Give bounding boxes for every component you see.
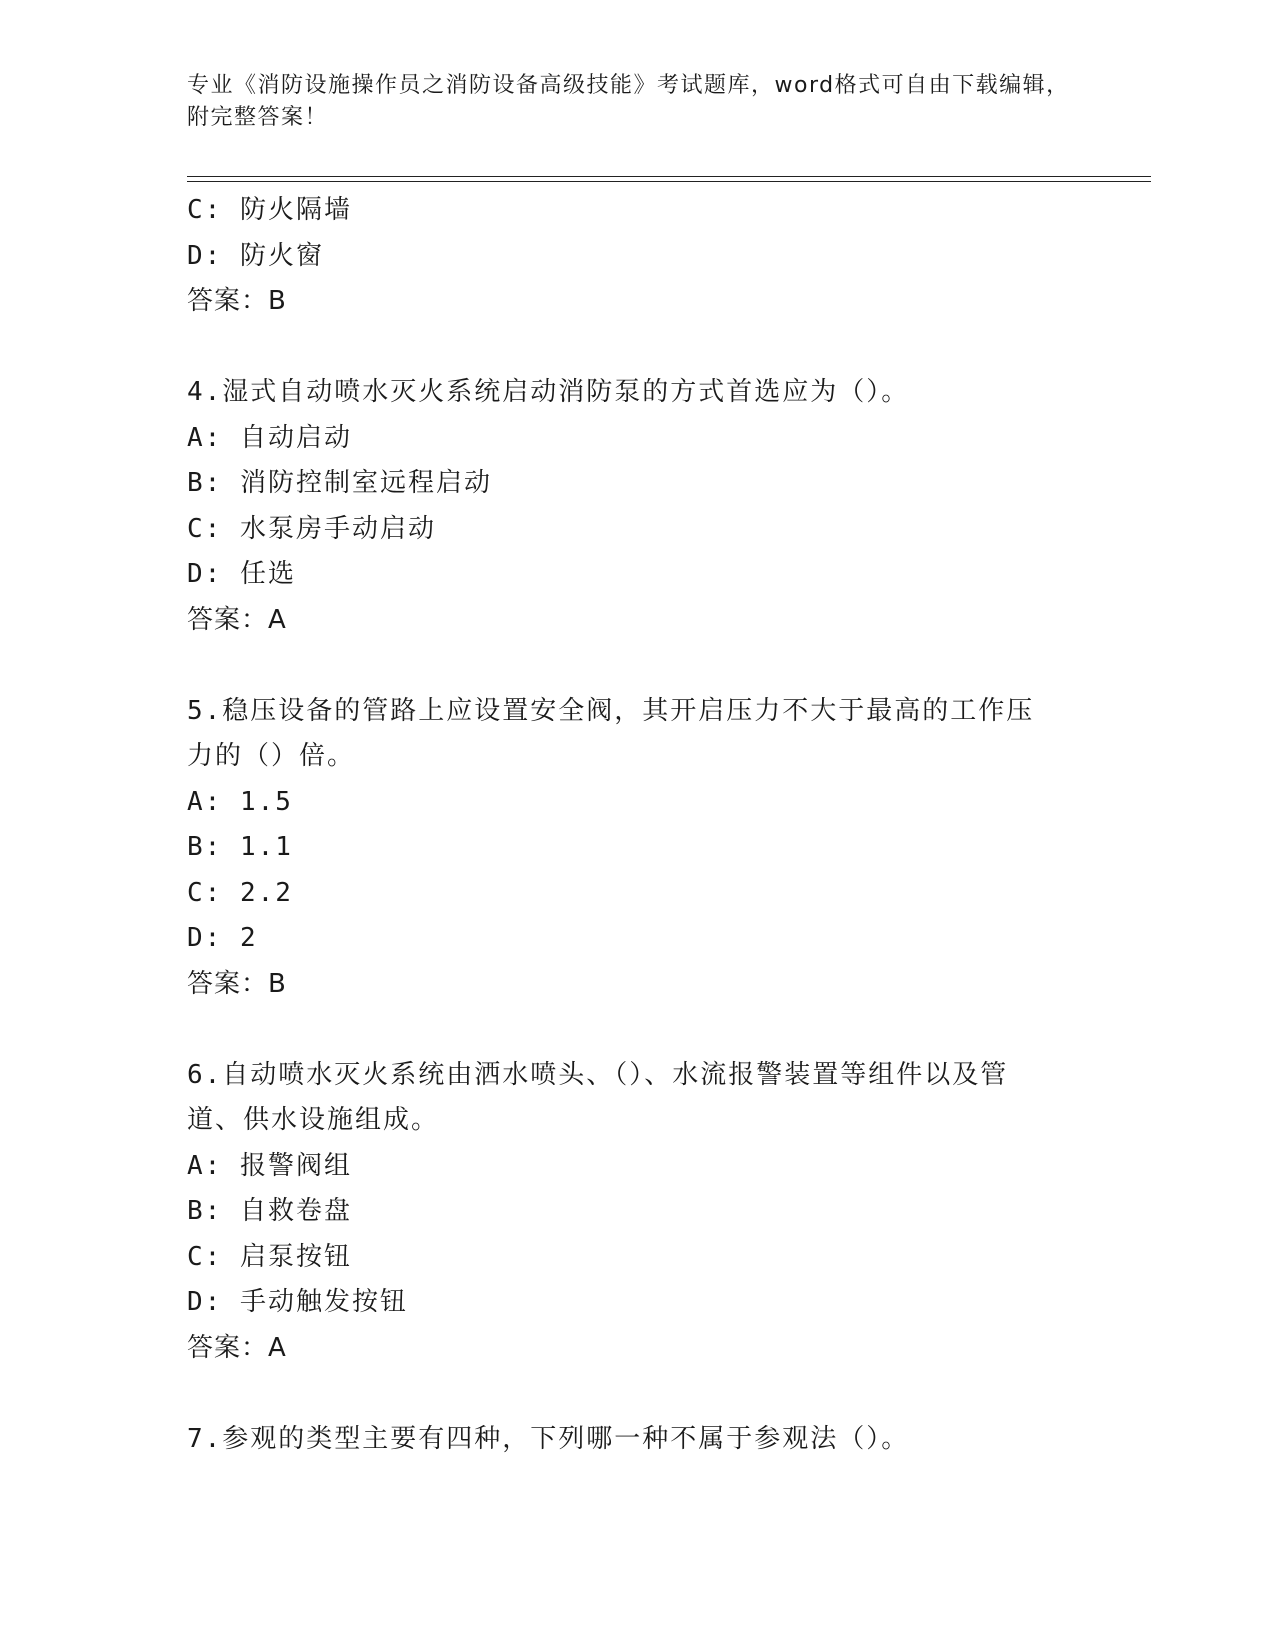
- question-5-option-d: D: 2: [187, 923, 258, 953]
- question-6-stem: 6.自动喷水灭火系统由洒水喷头、（）、水流报警装置等组件以及管道、供水设施组成。: [187, 1059, 1009, 1135]
- option-c: C: 防火隔墙: [187, 195, 352, 225]
- question-6-option-a: A: 报警阀组: [187, 1150, 352, 1181]
- question-5-option-a: A: 1.5: [187, 786, 293, 817]
- question-4-option-a: A: 自动启动: [187, 422, 352, 453]
- question-6-option-b: B: 自救卷盘: [187, 1196, 352, 1226]
- spacer: [187, 325, 1057, 371]
- question-4-answer: 答案：A: [187, 604, 287, 635]
- spacer: [187, 1007, 1057, 1053]
- question-7-stem: 7.参观的类型主要有四种，下列哪一种不属于参观法（）。: [187, 1423, 910, 1454]
- question-5-option-b: B: 1.1: [187, 832, 293, 862]
- question-4-stem: 4.湿式自动喷水灭火系统启动消防泵的方式首选应为（）。: [187, 377, 910, 407]
- question-5-option-c: C: 2.2: [187, 877, 293, 908]
- spacer: [187, 1371, 1057, 1417]
- question-5-stem: 5.稳压设备的管路上应设置安全阀，其开启压力不大于最高的工作压力的（）倍。: [187, 695, 1035, 771]
- answer: 答案：B: [187, 286, 287, 316]
- question-6-option-c: C: 启泵按钮: [187, 1241, 352, 1272]
- document-header: 专业《消防设施操作员之消防设备高级技能》考试题库，word格式可自由下载编辑，附完整答案！: [187, 73, 1070, 130]
- header-rule-bottom: [187, 181, 1151, 182]
- option-d: D: 防火窗: [187, 240, 324, 271]
- question-5-answer: 答案：B: [187, 968, 287, 999]
- spacer: [187, 643, 1057, 689]
- question-6-option-d: D: 手动触发按钮: [187, 1287, 408, 1317]
- question-list: [187, 188, 1057, 1462]
- question-4-option-b: B: 消防控制室远程启动: [187, 468, 492, 498]
- question-4-option-c: C: 水泵房手动启动: [187, 513, 436, 544]
- question-6-answer: 答案：A: [187, 1332, 287, 1363]
- header-rule-top: [187, 176, 1151, 177]
- question-4-option-d: D: 任选: [187, 559, 296, 589]
